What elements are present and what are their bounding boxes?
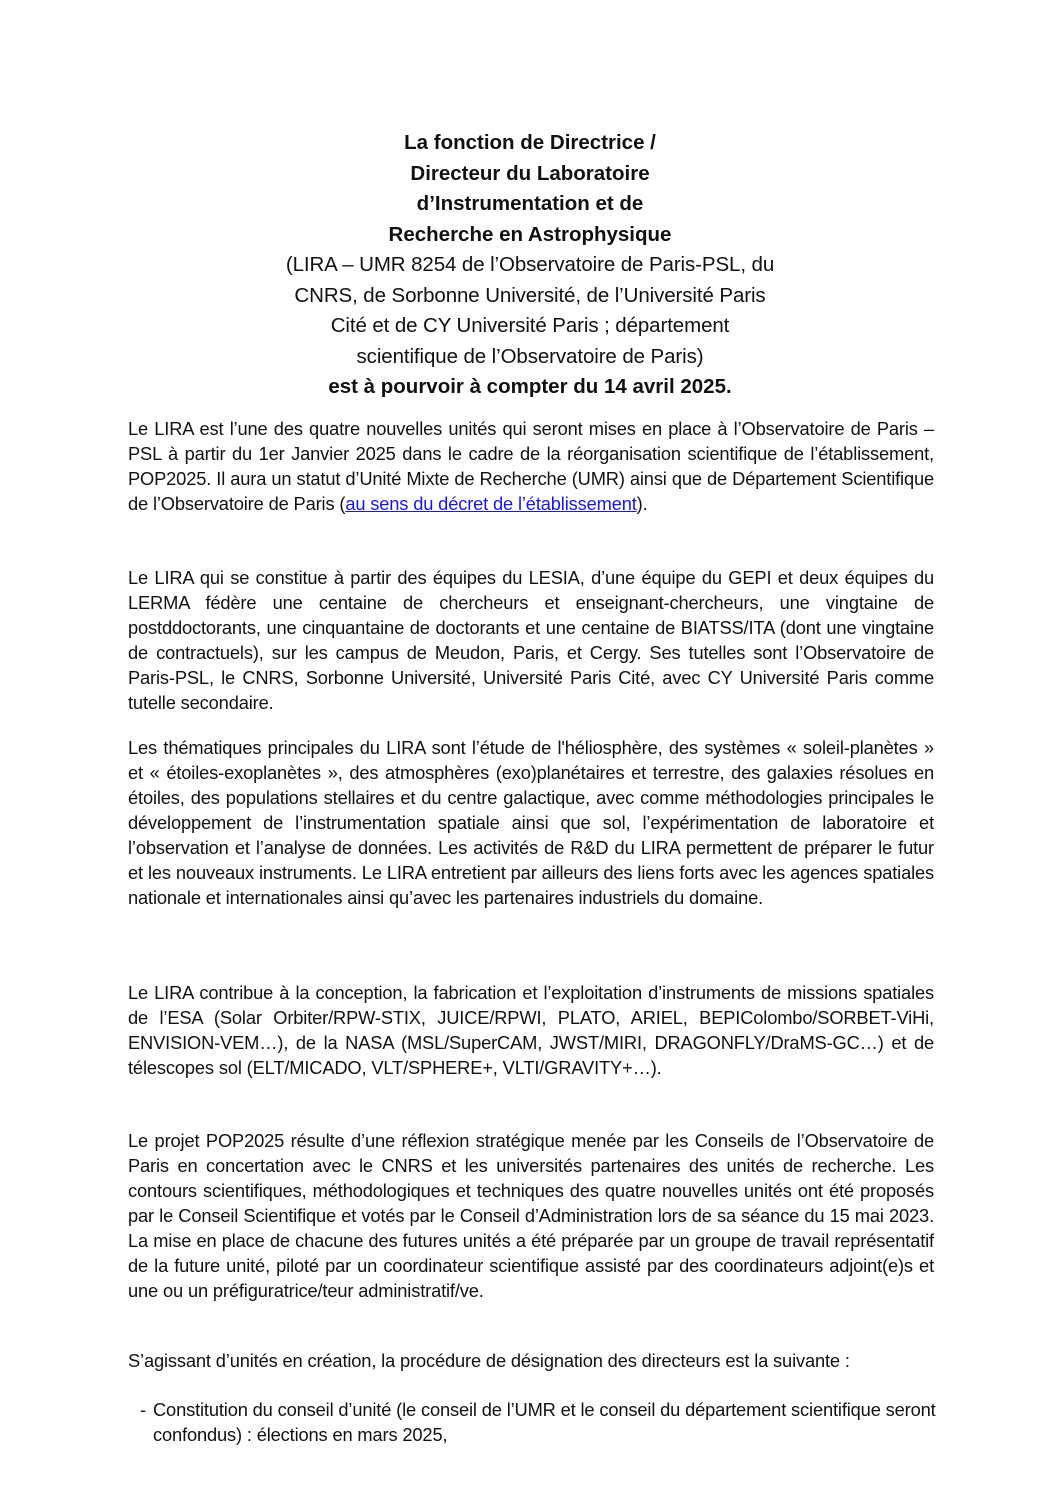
paragraph-procedure-text: S’agissant d’unités en création, la procédure de désignation des directeurs est la suivante :	[128, 1350, 850, 1371]
paragraph-pop2025-text: Le projet POP2025 résulte d’une réflexion stratégique menée par les Conseils de l’Observatoire de Paris en concertation avec le CNRS et les universités partenaires des unités de recherche. Les contours scientifiques, méthodologiques et techniques des quatre nouvelles unités ont été proposés par le Conseil Scientifique et votés par le Conseil d’Administration lors de sa séance du 15 mai 2023. La mise en place de chacune des futures unités a été préparée par un groupe de travail représentatif de la future unité, piloté par un coordinateur scientifique assisté par des coordinateurs adjoint(e)s et une ou un préfiguratrice/teur administratif/ve.	[128, 1130, 934, 1301]
paragraph-procedure	[128, 1348, 934, 1373]
subtitle-line-1: (LIRA – UMR 8254 de l’Observatoire de Paris-PSL, du	[285, 253, 775, 276]
subtitle-line-2: CNRS, de Sorbonne Université, de l’Université Paris	[294, 283, 766, 307]
paragraph-composition	[128, 565, 934, 715]
paragraph-themes	[128, 735, 934, 910]
dash-bullet-icon: -	[140, 1399, 146, 1420]
title-line-4: Recherche en Astrophysique	[388, 222, 672, 246]
title-line-3: d’Instrumentation et de	[416, 192, 644, 215]
title-line-1: La fonction de Directrice /	[404, 131, 656, 154]
procedure-list	[140, 1397, 940, 1447]
list-item	[140, 1397, 940, 1447]
paragraph-themes-text: Les thématiques principales du LIRA sont l’étude de l'héliosphère, des systèmes « soleil-planètes » et « étoiles-exoplanètes », des atmosphères (exo)planétaires et terrestre, des galaxies résolues en étoiles, des populations stellaires et du centre galactique, avec comme méthodologies principales le développement de l’instrumentation spatiale ainsi que sol, l’expérimentation de laboratoire et l’observation et l’analyse de données. Les activités de R&D du LIRA permettent de préparer le futur et les nouveaux instruments. Le LIRA entretient par ailleurs des liens forts avec les agences spatiales nationale et internationales ainsi qu’avec les partenaires industriels du domaine.	[128, 737, 934, 908]
paragraph-pop2025	[128, 1128, 934, 1303]
paragraph-composition-text: Le LIRA qui se constitue à partir des équipes du LESIA, d’une équipe du GEPI et deux équipes du LERMA fédère une centaine de chercheurs et enseignant-chercheurs, une vingtaine de postddoctorants, une cinquantaine de doctorants et une centaine de BIATSS/ITA (dont une vingtaine de contractuels), sur les campus de Meudon, Paris, et Cergy. Ses tutelles sont l’Observatoire de Paris-PSL, le CNRS, Sorbonne Université, Université Paris Cité, avec CY Université Paris comme tutelle secondaire.	[128, 567, 934, 713]
subtitle-line-4: scientifique de l’Observatoire de Paris)	[356, 344, 704, 368]
list-item-text: Constitution du conseil d’unité (le conseil de l’UMR et le conseil du département scientifique seront confondus) : élections en mars 2025,	[153, 1399, 936, 1445]
paragraph-intro-text: Le LIRA est l’une des quatre nouvelles unités qui seront mises en place à l’Observatoire de Paris – PSL à partir du 1er Janvier 2025 dans le cadre de la réorganisation scientifique de l’établissement, POP2025. Il aura un statut d’Unité Mixte de Recherche (UMR) ainsi que de Département Scientifique de l’Observatoire de Paris (	[128, 418, 934, 514]
paragraph-missions	[128, 980, 934, 1080]
paragraph-missions-text: Le LIRA contribue à la conception, la fabrication et l’exploitation d’instruments de missions spatiales de l’ESA (Solar Orbiter/RPW-STIX, JUICE/RPWI, PLATO, ARIEL, BEPIColombo/SORBET-ViHi, ENVISION-VEM…), de la NASA (MSL/SuperCAM, JWST/MIRI, DRAGONFLY/DraMS-GC…) et de télescopes sol (ELT/MICADO, VLT/SPHERE+, VLTI/GRAVITY+…).	[128, 982, 934, 1078]
title-closing-line: est à pourvoir à compter du 14 avril 2025.	[328, 375, 732, 398]
document-title	[200, 128, 860, 403]
subtitle-line-3: Cité et de CY Université Paris ; département	[330, 314, 730, 337]
paragraph-intro-end: ).	[636, 493, 648, 514]
title-line-2: Directeur du Laboratoire	[410, 161, 650, 185]
paragraph-intro	[128, 416, 934, 516]
decree-link[interactable]: au sens du décret de l’établissement	[345, 493, 637, 514]
